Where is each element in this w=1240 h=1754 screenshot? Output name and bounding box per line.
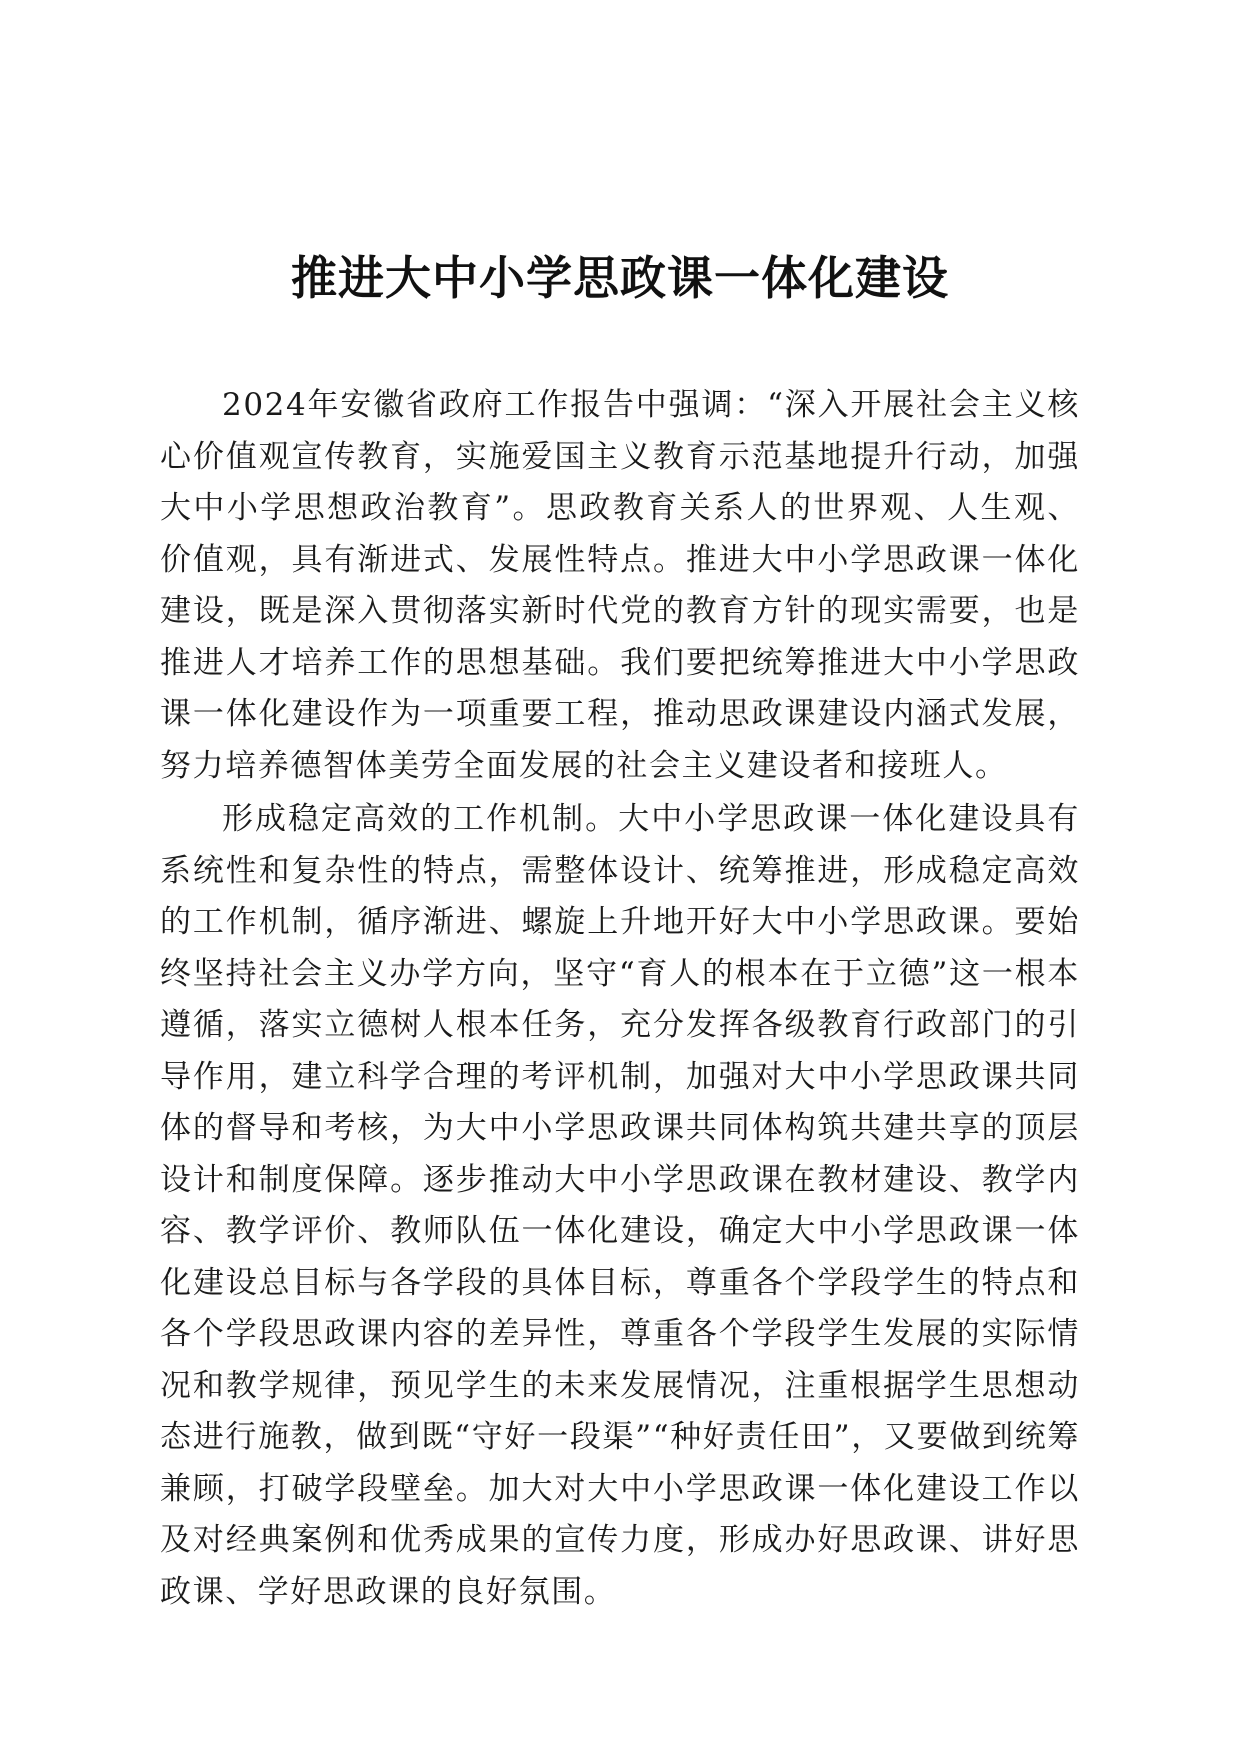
paragraph-work-mechanism: 形成稳定高效的工作机制。大中小学思政课一体化建设具有系统性和复杂性的特点，需整体设计、统筹推进，形成稳定高效的工作机制，循序渐进、螺旋上升地开好大中小学思政课。要始终坚持社会主义办学方向，坚守“育人的根本在于立德”这一根本遵循，落实立德树人根本任务，充分发挥各级教育行政部门的引导作用，建立科学合理的考评机制，加强对大中小学思政课共同体的督导和考核，为大中小学思政课共同体构筑共建共享的顶层设计和制度保障。逐步推动大中小学思政课在教材建设、教学内容、教学评价、教师队伍一体化建设，确定大中小学思政课一体化建设总目标与各学段的具体目标，尊重各个学段学生的特点和各个学段思政课内容的差异性，尊重各个学段学生发展的实际情况和教学规律，预见学生的未来发展情况，注重根据学生思想动态进行施教，做到既“守好一段渠”“种好责任田”，又要做到统筹兼顾，打破学段壁垒。加大对大中小学思政课一体化建设工作以及对经典案例和优秀成果的宣传力度，形成办好思政课、讲好思政课、学好思政课的良好氛围。 bbox=[160, 801, 1080, 1610]
paragraph-intro: 2024年安徽省政府工作报告中强调：“深入开展社会主义核心价值观宣传教育，实施爱国主义教育示范基地提升行动，加强大中小学思想政治教育”。思政教育关系人的世界观、人生观、价值观，具有渐进式、发展性特点。推进大中小学思政课一体化建设，既是深入贯彻落实新时代党的教育方针的现实需要，也是推进人才培养工作的思想基础。我们要把统筹推进大中小学思政课一体化建设作为一项重要工程，推动思政课建设内涵式发展，努力培养德智体美劳全面发展的社会主义建设者和接班人。 bbox=[160, 387, 1080, 784]
document-body bbox=[160, 380, 1080, 1620]
document-title: 推进大中小学思政课一体化建设 bbox=[291, 251, 949, 305]
